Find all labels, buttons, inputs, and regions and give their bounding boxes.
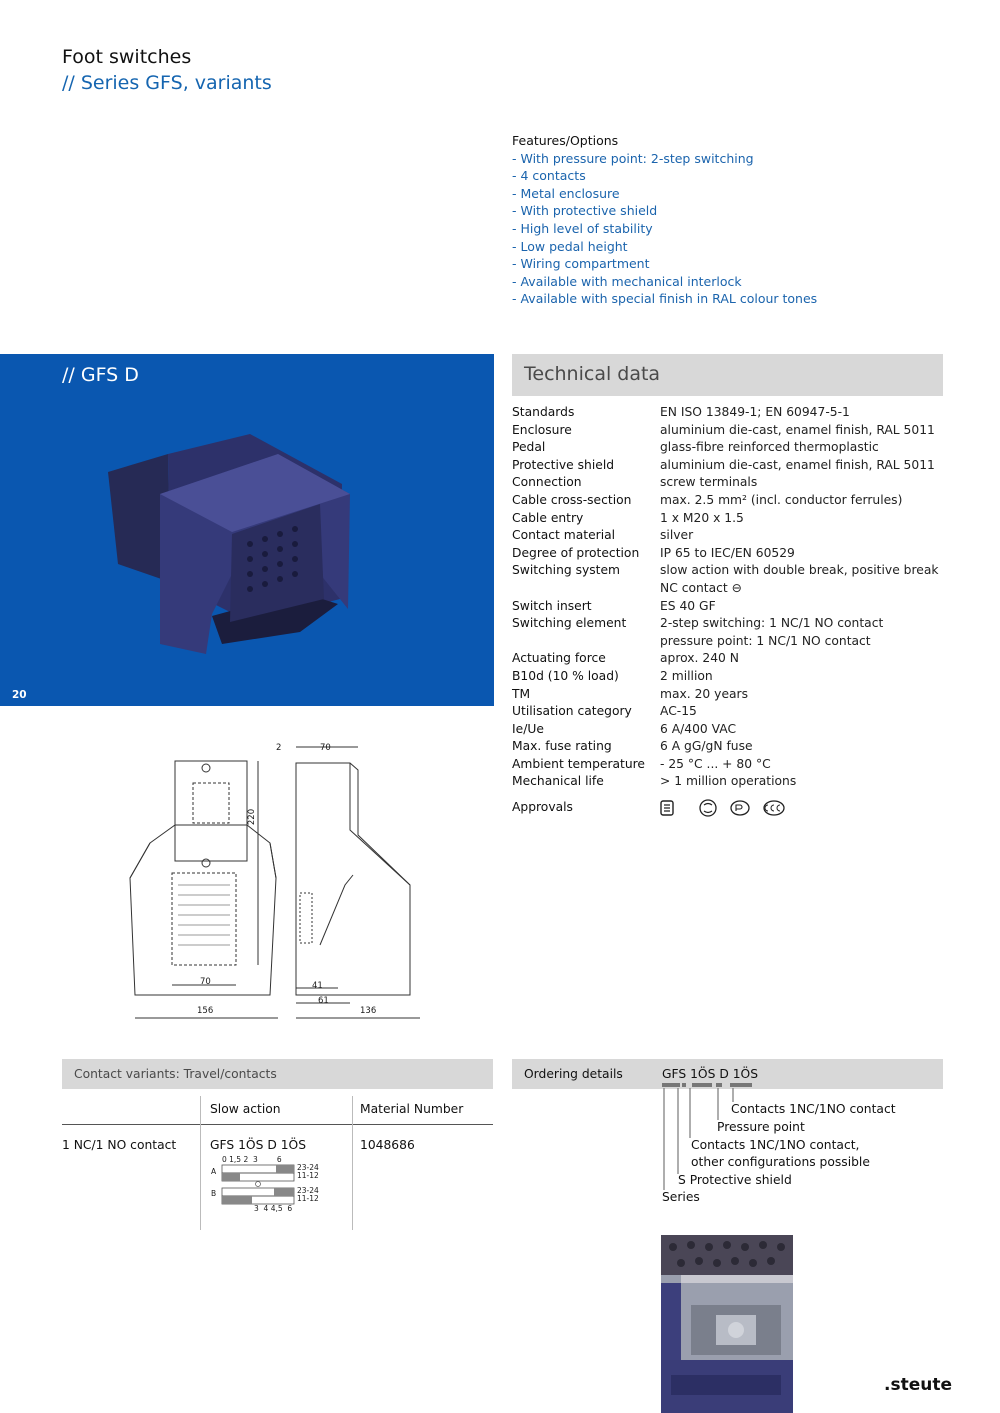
dim-label: 220 (247, 808, 258, 826)
dim-label: 156 (197, 1006, 214, 1016)
travel-row-b: B (211, 1189, 217, 1198)
tech-value: EN ISO 13849-1; EN 60947-5-1 (660, 405, 850, 419)
tech-value: max. 20 years (660, 686, 749, 701)
dim-label: 41 (312, 981, 323, 991)
travel-row-a: A (211, 1167, 217, 1176)
column-divider (352, 1096, 353, 1230)
dim-label: 70 (200, 977, 211, 987)
tech-value: ES 40 GF (660, 598, 716, 613)
tech-row (512, 686, 950, 704)
tech-label: B10d (10 % load) (512, 668, 619, 683)
tech-value: screw terminals (660, 475, 758, 490)
tech-row (512, 492, 950, 510)
tech-value: aluminium die-cast, enamel finish, RAL 5011 (660, 457, 935, 472)
tech-label: Switching element (512, 616, 627, 631)
approvals-row (512, 799, 950, 825)
certification-icons (660, 799, 800, 819)
tech-value: 6 A gG/gN fuse (660, 739, 753, 754)
tech-label: Protective shield (512, 457, 615, 472)
tech-label: Connection (512, 475, 582, 490)
column-slow-action: Slow action (210, 1102, 281, 1116)
tech-value: NC contact ⊖ (660, 580, 742, 595)
contact-pair: 11-12 (297, 1171, 319, 1180)
tech-row (512, 510, 950, 528)
feature-item: - With protective shield (512, 203, 658, 219)
tech-label: Utilisation category (512, 704, 632, 719)
tech-value: aprox. 240 N (660, 651, 739, 666)
tech-row (512, 562, 950, 580)
tech-label: Pedal (512, 440, 546, 455)
tech-value: IP 65 to IEC/EN 60529 (660, 545, 795, 560)
tech-label: Mechanical life (512, 774, 604, 789)
tech-row (512, 668, 950, 686)
dim-label: 136 (360, 1006, 377, 1016)
dim-label: 2 (276, 743, 282, 753)
tech-label: Actuating force (512, 651, 606, 666)
feature-item: - Wiring compartment (512, 256, 650, 272)
dimension-drawing (120, 735, 440, 1025)
tech-row (512, 756, 950, 774)
ordering-note: Contacts 1NC/1NO contact (731, 1102, 896, 1116)
feature-item: - Available with special finish in RAL colour tones (512, 291, 818, 307)
tech-value: AC-15 (660, 704, 697, 719)
variant-label: 1 NC/1 NO contact (62, 1138, 177, 1152)
tech-label: Contact material (512, 528, 616, 543)
approvals-label: Approvals (512, 800, 573, 815)
travel-bottom-ticks: 3 4 4,5 6 (254, 1204, 293, 1213)
tech-label (512, 633, 660, 651)
tech-value: > 1 million operations (660, 774, 797, 789)
travel-top-ticks: 0 1,5 2 3 6 (222, 1155, 282, 1164)
contact-pair: 11-12 (297, 1194, 319, 1203)
tech-label (512, 580, 660, 598)
tech-label: Ie/Ue (512, 721, 544, 736)
tech-label: Standards (512, 405, 575, 419)
travel-contacts-a (297, 1164, 319, 1180)
tech-value: glass-fibre reinforced thermoplastic (660, 440, 879, 455)
tech-row (512, 773, 950, 791)
tech-value: 2-step switching: 1 NC/1 NO contact (660, 616, 884, 631)
tech-value: - 25 °C ... + 80 °C (660, 756, 771, 771)
page-title: Foot switches (62, 46, 192, 68)
tech-row (512, 457, 950, 475)
tech-label: Ambient temperature (512, 756, 645, 771)
variant-material-number: 1048686 (360, 1138, 415, 1152)
tech-label: Switch insert (512, 598, 592, 613)
foot-switch-image (0, 354, 494, 706)
tech-value: slow action with double break, positive break (660, 563, 939, 578)
tech-value: 2 million (660, 668, 713, 683)
tech-row (512, 703, 950, 721)
column-material-number: Material Number (360, 1102, 464, 1116)
feature-item: - Metal enclosure (512, 185, 620, 201)
page-subtitle: // Series GFS, variants (62, 72, 272, 94)
tech-label: Cable cross-section (512, 492, 632, 507)
tech-row (512, 474, 950, 492)
tech-value: pressure point: 1 NC/1 NO contact (660, 633, 871, 648)
tech-row (512, 404, 950, 422)
tech-label: Enclosure (512, 422, 572, 437)
tech-row (512, 738, 950, 756)
tech-value: 1 x M20 x 1.5 (660, 510, 744, 525)
ordering-note: Series (662, 1190, 700, 1204)
contact-pair: 23-24 (297, 1163, 319, 1172)
tech-value: aluminium die-cast, enamel finish, RAL 5011 (660, 422, 935, 437)
variant-type: GFS 1ÖS D 1ÖS (210, 1138, 307, 1152)
switch-detail-photo (661, 1235, 793, 1413)
feature-item: - Available with mechanical interlock (512, 273, 742, 289)
tech-label: Switching system (512, 563, 621, 578)
approval-icons (660, 799, 950, 825)
page-number: 20 (12, 689, 27, 701)
table-divider (62, 1124, 493, 1125)
contact-pair: 23-24 (297, 1186, 319, 1195)
features-list (512, 132, 817, 308)
contact-variants-title: Contact variants: Travel/contacts (74, 1067, 277, 1081)
tech-row (512, 527, 950, 545)
tech-row (512, 615, 950, 633)
tech-value: max. 2.5 mm² (incl. conductor ferrules) (660, 492, 903, 507)
tech-label: TM (512, 686, 531, 701)
ordering-code: GFS 1ÖS D 1ÖS (662, 1067, 759, 1081)
product-label: // GFS D (62, 364, 139, 386)
tech-row (512, 545, 950, 563)
brand-logo: .steute (884, 1375, 952, 1395)
tech-row (512, 439, 950, 457)
tech-label: Degree of protection (512, 545, 640, 560)
tech-row (512, 580, 950, 598)
ordering-note: other configurations possible (691, 1155, 870, 1169)
ordering-label: Ordering details (524, 1067, 623, 1081)
technical-data-title: Technical data (524, 363, 661, 385)
tech-label: Cable entry (512, 510, 584, 525)
tech-label: Max. fuse rating (512, 739, 612, 754)
travel-contacts-b (297, 1187, 319, 1203)
tech-row (512, 650, 950, 668)
product-panel (0, 354, 494, 706)
tech-value: 6 A/400 VAC (660, 721, 737, 736)
feature-item: - High level of stability (512, 220, 653, 236)
tech-row (512, 422, 950, 440)
feature-item: - Low pedal height (512, 238, 628, 254)
features-heading: Features/Options (512, 133, 619, 148)
tech-row (512, 598, 950, 616)
tech-row (512, 633, 950, 651)
dim-label: 70 (320, 743, 331, 753)
tech-value: silver (660, 528, 694, 543)
ordering-note: S Protective shield (678, 1173, 792, 1187)
feature-item: - 4 contacts (512, 168, 586, 184)
technical-data-table (512, 404, 950, 825)
ordering-note: Contacts 1NC/1NO contact, (691, 1138, 860, 1152)
tech-row (512, 721, 950, 739)
ordering-note: Pressure point (717, 1120, 805, 1134)
feature-item: - With pressure point: 2-step switching (512, 150, 754, 166)
column-divider (200, 1096, 201, 1230)
dim-label: 61 (318, 996, 329, 1006)
